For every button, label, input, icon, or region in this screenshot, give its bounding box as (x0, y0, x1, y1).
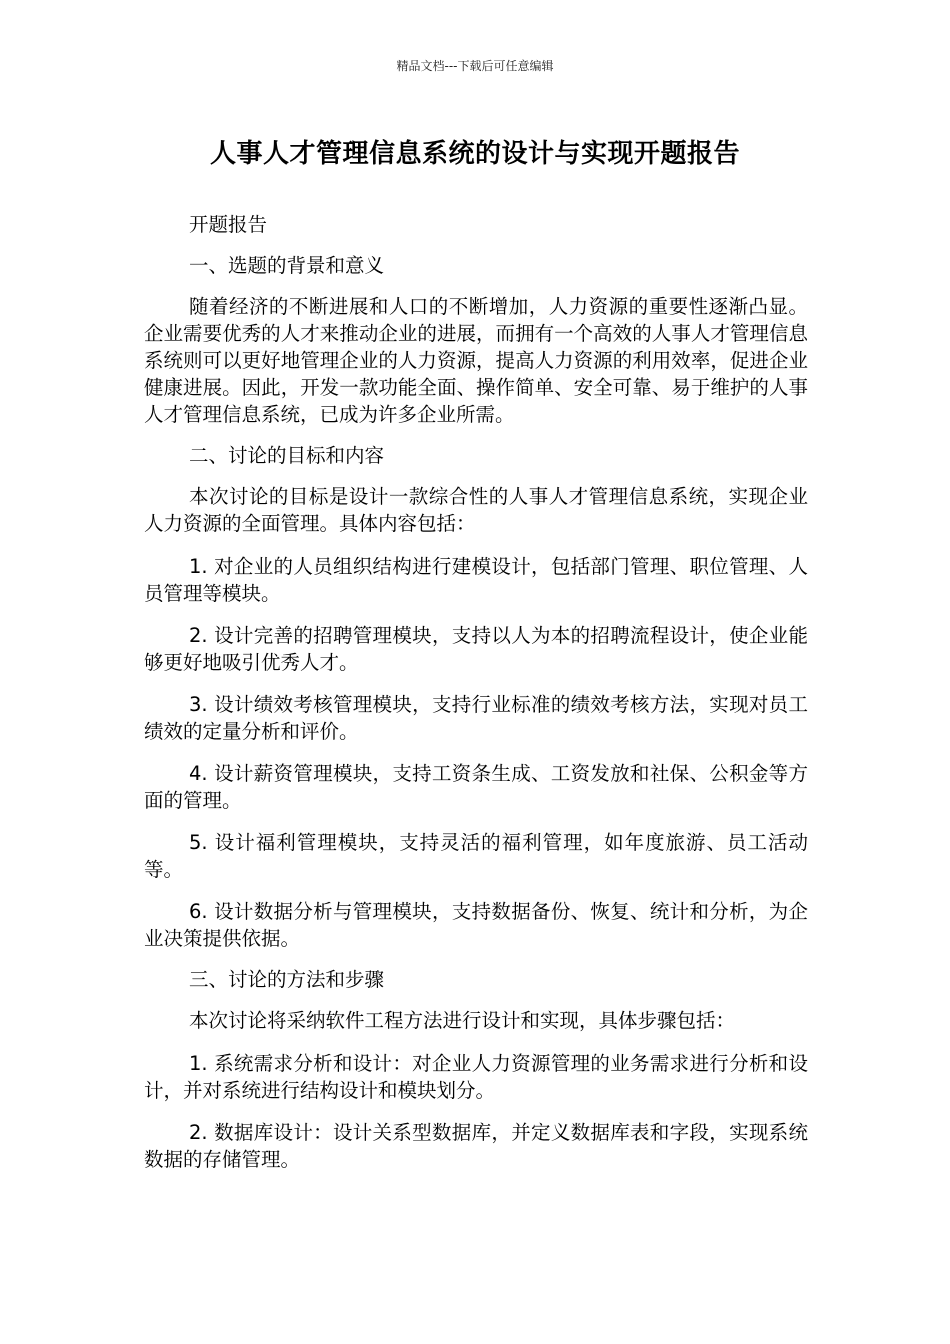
paragraph-report-label: 开题报告 (189, 213, 268, 236)
list-item-goal-1: 1. 对企业的人员组织结构进行建模设计，包括部门管理、职位管理、人员管理等模块。 (144, 555, 808, 605)
list-item-goal-2: 2. 设计完善的招聘管理模块，支持以人为本的招聘流程设计，使企业能够更好地吸引优秀人才。 (144, 624, 808, 674)
list-item-goal-5: 5. 设计福利管理模块，支持灵活的福利管理，如年度旅游、员工活动等。 (144, 831, 808, 881)
document-title: 人事人才管理信息系统的设计与实现开题报告 (209, 139, 740, 169)
list-item-step-2: 2. 数据库设计：设计关系型数据库，并定义数据库表和字段，实现系统数据的存储管理。 (144, 1121, 808, 1171)
list-item-step-1: 1. 系统需求分析和设计：对企业人力资源管理的业务需求进行分析和设计，并对系统进行结构设计和模块划分。 (144, 1052, 808, 1102)
section-heading-background: 一、选题的背景和意义 (189, 254, 385, 277)
paragraph-background: 随着经济的不断进展和人口的不断增加，人力资源的重要性逐渐凸显。企业需要优秀的人才来推动企业的进展，而拥有一个高效的人事人才管理信息系统则可以更好地管理企业的人力资源，提高人力资源的利用效率，促进企业健康进展。因此，开发一款功能全面、操作简单、安全可靠、易于维护的人事人才管理信息系统，已成为许多企业所需。 (144, 295, 808, 426)
paragraph-methods-intro: 本次讨论将采纳软件工程方法进行设计和实现，具体步骤包括： (189, 1009, 736, 1032)
list-item-goal-4: 4. 设计薪资管理模块，支持工资条生成、工资发放和社保、公积金等方面的管理。 (144, 762, 808, 812)
list-item-goal-3: 3. 设计绩效考核管理模块，支持行业标准的绩效考核方法，实现对员工绩效的定量分析和评价。 (144, 693, 808, 743)
section-heading-goals: 二、讨论的目标和内容 (189, 444, 385, 467)
section-heading-methods: 三、讨论的方法和步骤 (189, 968, 385, 991)
header-note: 精品文档---下载后可任意编辑 (396, 59, 554, 73)
document-body (144, 211, 808, 1173)
list-item-goal-6: 6. 设计数据分析与管理模块，支持数据备份、恢复、统计和分析，为企业决策提供依据。 (144, 900, 808, 950)
paragraph-goals-intro: 本次讨论的目标是设计一款综合性的人事人才管理信息系统，实现企业人力资源的全面管理。具体内容包括： (144, 485, 808, 535)
